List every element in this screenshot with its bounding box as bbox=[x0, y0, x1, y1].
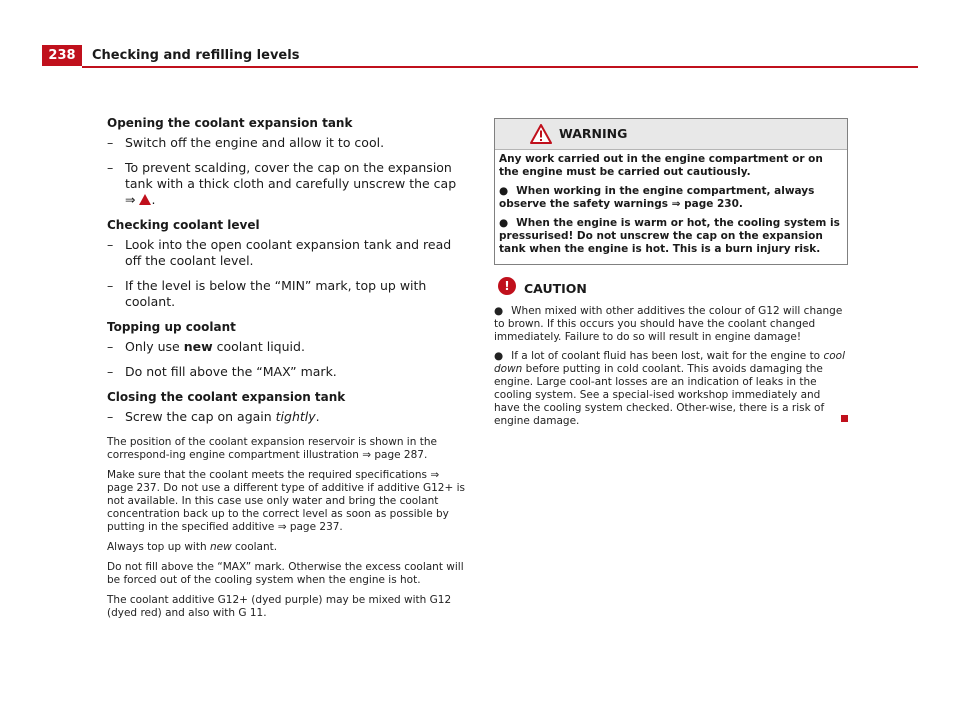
step-text: Switch off the engine and allow it to cool. bbox=[125, 135, 385, 150]
warning-box bbox=[494, 118, 848, 265]
right-column bbox=[494, 118, 848, 434]
note-paragraph: The position of the coolant expansion reservoir is shown in the correspond-ing engine compartment illustration ⇒ page 287. bbox=[107, 436, 437, 461]
step-item bbox=[107, 278, 467, 310]
heading-closing: Closing the coolant expansion tank bbox=[107, 390, 346, 404]
page-title: Checking and refilling levels bbox=[92, 48, 300, 63]
caution-paragraph bbox=[494, 305, 848, 344]
warning-text: When working in the engine compartment, always observe the safety warnings ⇒ page 230. bbox=[499, 185, 815, 210]
warning-triangle-icon[interactable] bbox=[139, 194, 151, 205]
step-item bbox=[107, 160, 467, 208]
bullet-marker: ● bbox=[494, 350, 504, 362]
warning-text: When the engine is warm or hot, the cooling system is pressurised! Do not unscrew the cap on the expansion tank when the engine is hot. This is a burn injury risk. bbox=[499, 217, 840, 255]
dash-marker: – bbox=[107, 237, 114, 252]
warning-paragraph bbox=[499, 185, 843, 211]
emphasis-new: new bbox=[209, 541, 232, 553]
bullet-marker: ● bbox=[499, 185, 509, 197]
step-item bbox=[107, 237, 467, 269]
step-text: Do not fill above the “MAX” mark. bbox=[125, 364, 337, 379]
note-paragraph: Do not fill above the “MAX” mark. Otherwise the excess coolant will be forced out of the cooling system when the engine is hot. bbox=[107, 561, 464, 586]
note-paragraph: Make sure that the coolant meets the required specifications ⇒ page 237. Do not use a different type of additive if additive G12+ is not available. In this case use only water and bring the coolant concentration back up to the correct level as soon as possible by putting in the specified additive ⇒ page 237. bbox=[107, 469, 465, 533]
dash-marker: – bbox=[107, 364, 114, 379]
caution-text: When mixed with other additives the colour of G12 will change to brown. If this occurs you should have the coolant changed immediately. Failure to do so will result in engine damage! bbox=[494, 305, 843, 343]
step-text: If the level is below the “MIN” mark, top up with coolant. bbox=[125, 278, 427, 309]
heading-topping: Topping up coolant bbox=[107, 320, 236, 334]
warning-paragraph: Any work carried out in the engine compartment or on the engine must be carried out cautiously. bbox=[499, 153, 823, 178]
dash-marker: – bbox=[107, 160, 114, 175]
step-item bbox=[107, 364, 467, 380]
note-text: coolant. bbox=[231, 541, 278, 553]
caution-header bbox=[494, 277, 848, 305]
warning-paragraph bbox=[499, 217, 843, 256]
warning-title: WARNING bbox=[559, 126, 628, 141]
warning-body bbox=[495, 150, 847, 264]
emphasis-tightly: tightly bbox=[275, 409, 316, 424]
bullet-marker: ● bbox=[499, 217, 509, 229]
step-item bbox=[107, 135, 467, 151]
step-text: Look into the open coolant expansion tank and read off the coolant level. bbox=[125, 237, 452, 268]
caution-circle-icon: ! bbox=[498, 277, 516, 295]
heading-opening: Opening the coolant expansion tank bbox=[107, 116, 353, 130]
page-number: 238 bbox=[42, 45, 82, 66]
dash-marker: – bbox=[107, 278, 114, 293]
caution-block bbox=[494, 277, 848, 428]
page-header bbox=[0, 45, 960, 69]
dash-marker: – bbox=[107, 339, 114, 354]
step-text: Only use bbox=[125, 339, 184, 354]
emphasis-new: new bbox=[183, 339, 213, 354]
bullet-marker: ● bbox=[494, 305, 504, 317]
note-paragraph bbox=[107, 541, 467, 554]
step-text: Screw the cap on again bbox=[125, 409, 276, 424]
note-paragraph: The coolant additive G12+ (dyed purple) may be mixed with G12 (dyed red) and also with G 11. bbox=[107, 594, 452, 619]
step-text: . bbox=[315, 409, 320, 424]
step-item bbox=[107, 339, 467, 355]
caution-text: before putting in cold coolant. This avoids damaging the engine. Large cool-ant losses are an indication of leaks in the cooling system. See a special-ised workshop immediately and have the cooling system checked. Other-wise, there is a risk of engine damage. bbox=[494, 363, 825, 427]
step-text: To prevent scalding, cover the cap on the expansion tank with a thick cloth and carefully unscrew the cap ⇒ bbox=[125, 160, 457, 207]
warning-triangle-icon bbox=[530, 124, 552, 144]
caution-paragraph bbox=[494, 350, 848, 428]
step-text: coolant liquid. bbox=[212, 339, 305, 354]
left-column bbox=[107, 115, 467, 627]
dash-marker: – bbox=[107, 135, 114, 150]
step-text: . bbox=[151, 192, 156, 207]
step-item bbox=[107, 409, 467, 425]
warning-header bbox=[495, 119, 847, 150]
emphasis-cool-down: cool down bbox=[494, 350, 845, 375]
dash-marker: – bbox=[107, 409, 114, 424]
heading-checking: Checking coolant level bbox=[107, 218, 260, 232]
caution-title: CAUTION bbox=[524, 281, 587, 296]
note-text: Always top up with bbox=[107, 541, 210, 553]
section-end-icon bbox=[841, 415, 848, 422]
caution-text: If a lot of coolant fluid has been lost, wait for the engine to bbox=[511, 350, 824, 362]
header-rule bbox=[82, 66, 918, 68]
